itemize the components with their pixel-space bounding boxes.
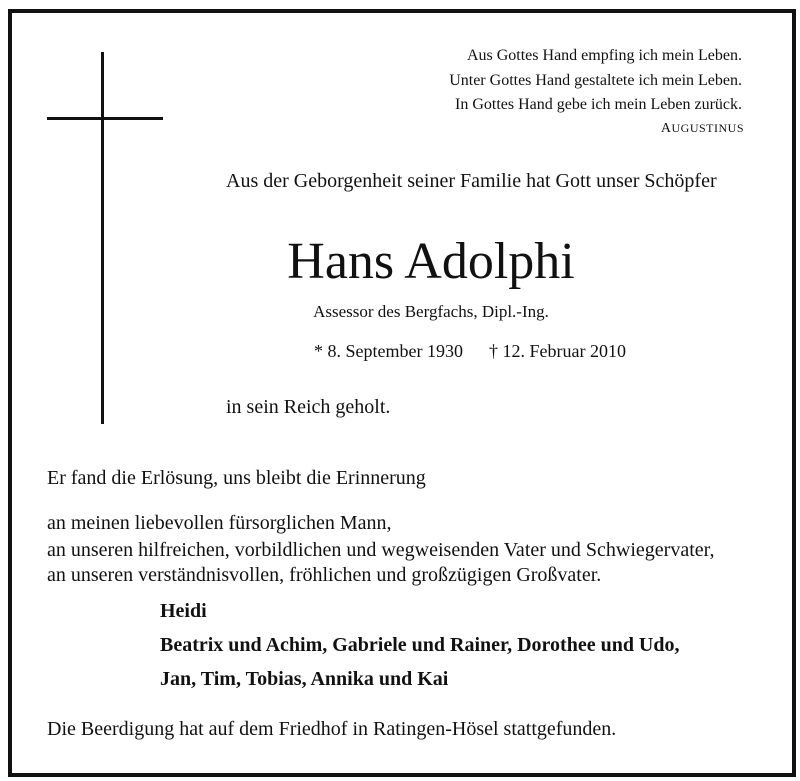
family-line-1: Heidi [160,600,207,622]
remembrance-line-1: an meinen liebevollen fürsorglichen Mann, [47,512,392,534]
verse-line-3: In Gottes Hand gebe ich mein Leben zurück. [454,96,742,113]
verse-line-2: Unter Gottes Hand gestaltete ich mein Leben. [449,72,742,89]
death-date: † 12. Februar 2010 [488,341,626,361]
remembrance-line-2: an unseren hilfreichen, vorbildlichen und wegweisenden Vater und Schwiegervater, [47,539,715,561]
remembrance-line-3: an unseren verständnisvollen, fröhlichen und großzügigen Großvater. [47,564,602,586]
reich-text: in sein Reich geholt. [226,396,391,418]
life-dates [314,341,626,362]
verse-author-initial: A [660,121,672,136]
cross-icon-bar [47,117,163,120]
verse-author [661,121,744,137]
birth-date: * 8. September 1930 [314,341,463,361]
burial-notice: Die Beerdigung hat auf dem Friedhof in Ratingen-Hösel stattgefunden. [47,718,617,740]
verse-line-1: Aus Gottes Hand empfing ich mein Leben. [466,47,742,64]
verse-author-rest: UGUSTINUS [671,121,744,135]
family-line-2: Beatrix und Achim, Gabriele und Rainer, Dorothee und Udo, [160,634,680,656]
intro-text: Aus der Geborgenheit seiner Familie hat Gott unser Schöpfer [226,170,717,192]
family-line-3: Jan, Tim, Tobias, Annika und Kai [160,668,449,690]
paragraph-erloesung: Er fand die Erlösung, uns bleibt die Erinnerung [47,467,426,489]
deceased-name: Hans Adolphi [287,233,575,290]
deceased-title: Assessor des Bergfachs, Dipl.-Ing. [313,302,549,321]
